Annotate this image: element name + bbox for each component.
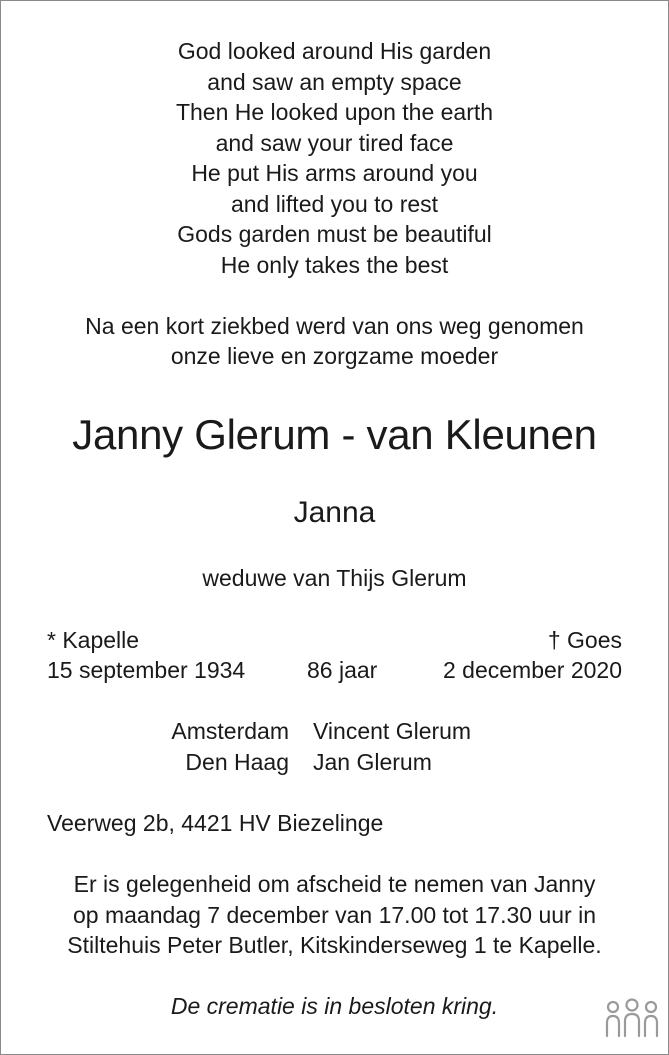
- people-group-icon: [604, 998, 660, 1040]
- farewell-line: Er is gelegenheid om afscheid te nemen van Janny: [73, 871, 596, 897]
- poem-line: God looked around His garden: [177, 38, 492, 64]
- poem-line: Gods garden must be beautiful: [177, 221, 492, 247]
- birth-place: * Kapelle: [47, 627, 140, 653]
- poem-line: and lifted you to rest: [230, 191, 439, 217]
- farewell-line: Stiltehuis Peter Butler, Kitskinderseweg 1 te Kapelle.: [67, 932, 602, 958]
- poem-line: Then He looked upon the earth: [175, 99, 494, 125]
- deceased-given-name: Janna: [293, 496, 376, 529]
- relative-name: Jan Glerum: [313, 749, 432, 775]
- death-place: † Goes: [547, 627, 622, 653]
- intro-line: onze lieve en zorgzame moeder: [170, 343, 499, 369]
- deceased-full-name: Janny Glerum - van Kleunen: [72, 411, 597, 458]
- death-date: 2 december 2020: [442, 657, 622, 683]
- cremation-note: De crematie is in besloten kring.: [170, 993, 499, 1019]
- poem-line: and saw your tired face: [215, 130, 454, 156]
- widow-of: weduwe van Thijs Glerum: [202, 565, 467, 591]
- farewell-line: op maandag 7 december van 17.00 tot 17.30 uur in: [73, 902, 596, 928]
- intro-line: Na een kort ziekbed werd van ons weg genomen: [85, 313, 584, 339]
- address: Veerweg 2b, 4421 HV Biezelinge: [47, 810, 384, 836]
- birth-date: 15 september 1934: [47, 657, 246, 683]
- poem-line: He only takes the best: [220, 252, 449, 278]
- poem-line: He put His arms around you: [191, 160, 478, 186]
- relative-place: Amsterdam: [171, 718, 289, 744]
- relative-place: Den Haag: [185, 749, 289, 775]
- relative-name: Vincent Glerum: [313, 718, 472, 744]
- poem-line: and saw an empty space: [207, 69, 462, 95]
- age: 86 jaar: [307, 657, 378, 683]
